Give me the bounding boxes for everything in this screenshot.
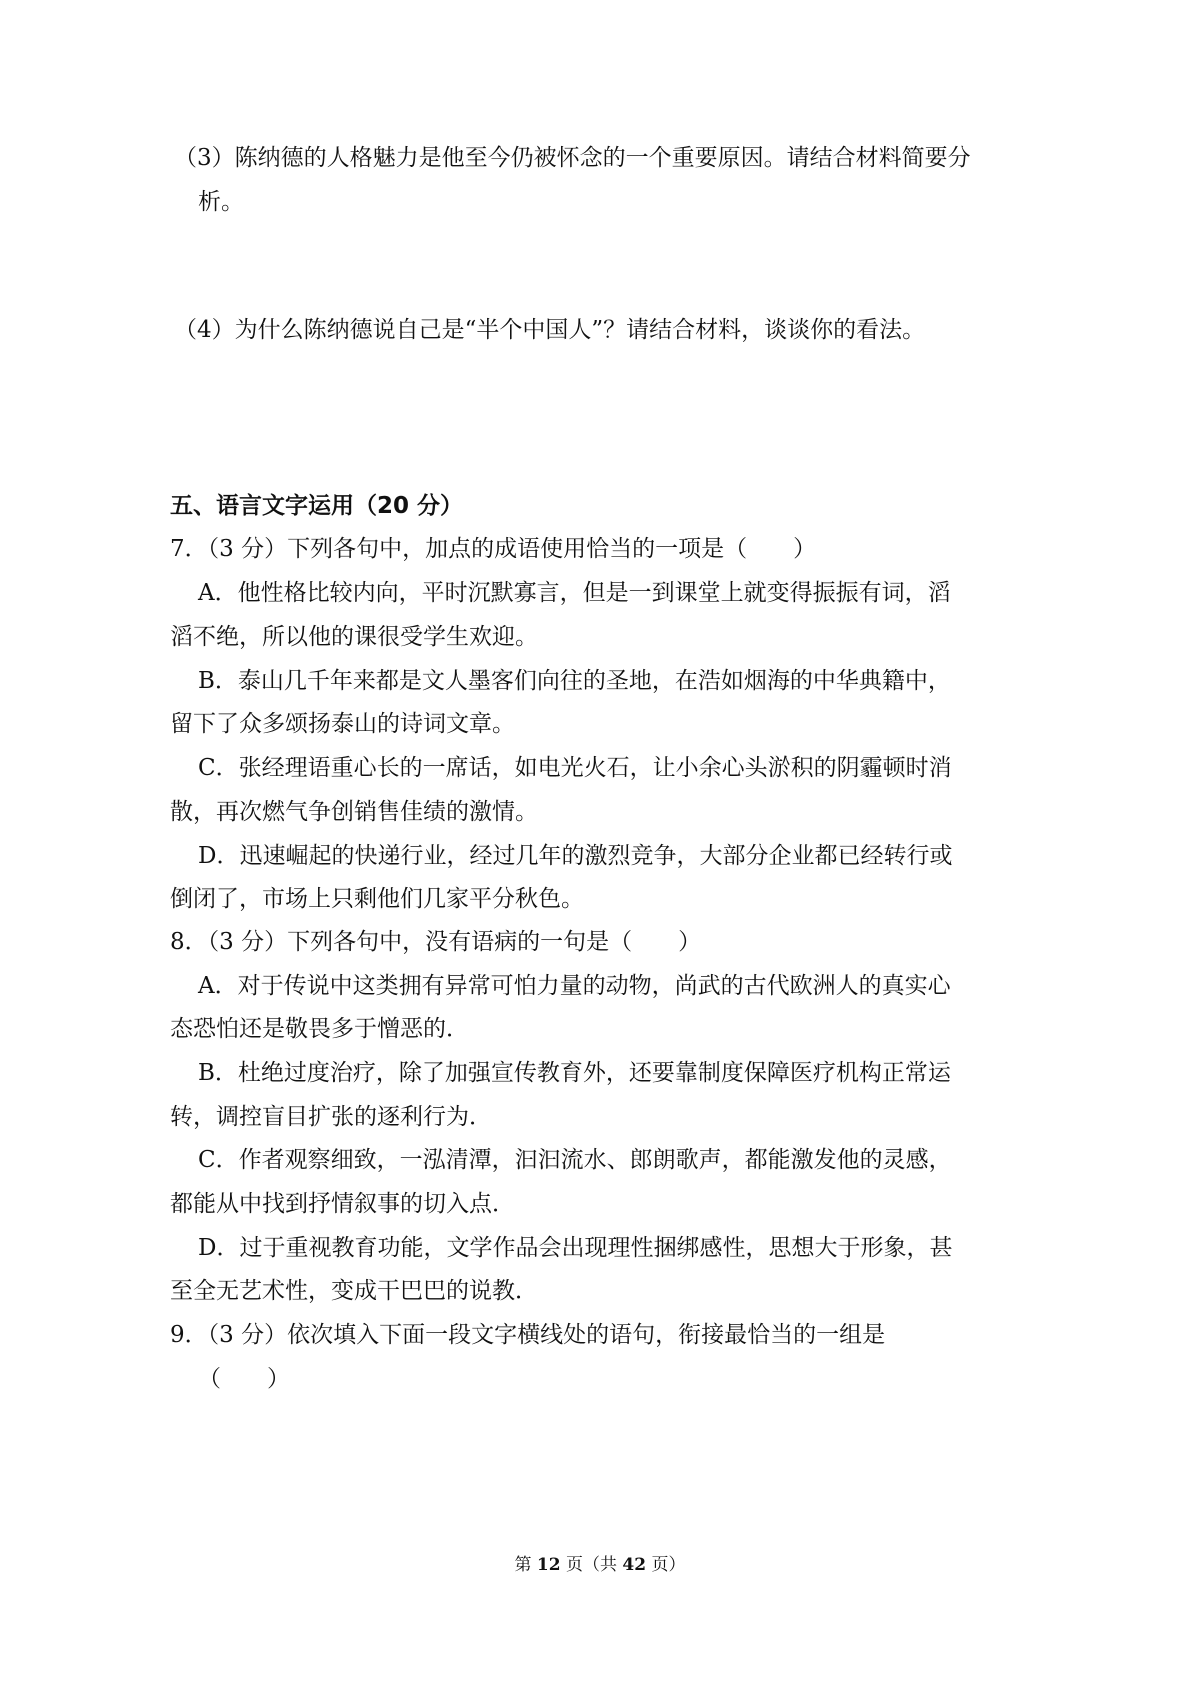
q8-option-d-line-1: D．过于重视教育功能，文学作品会出现理性捆绑感性，思想大于形象，甚 — [198, 1235, 953, 1261]
q7-option-a-line-1: A．他性格比较内向，平时沉默寡言，但是一到课堂上就变得振振有词，滔 — [198, 580, 951, 606]
footer-page-number: 12 — [536, 1555, 561, 1575]
footer-total-pages: 42 — [622, 1555, 647, 1575]
q8-option-c-line-1: C．作者观察细致，一泓清潭，汩汩流水、郎朗歌声，都能激发他的灵感， — [198, 1147, 952, 1173]
q7-option-d-line-2: 倒闭了，市场上只剩他们几家平分秋色。 — [170, 886, 584, 912]
q7-option-b-line-2: 留下了众多颂扬泰山的诗词文章。 — [170, 711, 515, 737]
footer-suffix: 页） — [646, 1555, 686, 1575]
q7-stem: 7．（3 分）下列各句中，加点的成语使用恰当的一项是（ ） — [170, 536, 817, 562]
q8-option-a-line-1: A．对于传说中这类拥有异常可怕力量的动物，尚武的古代欧洲人的真实心 — [198, 973, 951, 999]
q3-line-1: （3）陈纳德的人格魅力是他至今仍被怀念的一个重要原因。请结合材料简要分 — [174, 145, 971, 171]
q4-line-1: （4）为什么陈纳德说自己是“半个中国人”？请结合材料，谈谈你的看法。 — [174, 317, 926, 343]
q9-stem: 9．（3 分）依次填入下面一段文字横线处的语句，衔接最恰当的一组是 — [170, 1322, 886, 1348]
footer-prefix: 第 — [514, 1555, 537, 1575]
q8-option-b-line-1: B．杜绝过度治疗，除了加强宣传教育外，还要靠制度保障医疗机构正常运 — [198, 1060, 951, 1086]
q8-option-c-line-2: 都能从中找到抒情叙事的切入点． — [170, 1191, 515, 1217]
q7-option-b-line-1: B．泰山几千年来都是文人墨客们向往的圣地，在浩如烟海的中华典籍中， — [198, 668, 951, 694]
q9-answer-paren: （ ） — [198, 1366, 290, 1392]
q7-option-c-line-1: C．张经理语重心长的一席话，如电光火石，让小余心头淤积的阴霾顿时消 — [198, 755, 952, 781]
q8-option-a-line-2: 态恐怕还是敬畏多于憎恶的． — [170, 1016, 469, 1042]
q8-option-b-line-2: 转，调控盲目扩张的逐利行为． — [170, 1104, 492, 1130]
q7-option-a-line-2: 滔不绝，所以他的课很受学生欢迎。 — [170, 624, 538, 650]
q3-line-2: 析。 — [198, 189, 244, 215]
q7-option-d-line-1: D．迅速崛起的快递行业，经过几年的激烈竞争，大部分企业都已经转行或 — [198, 843, 953, 869]
page-footer — [0, 1550, 1200, 1575]
q8-option-d-line-2: 至全无艺术性，变成干巴巴的说教． — [170, 1278, 538, 1304]
section-5-title: 五、语言文字运用（20 分） — [170, 493, 464, 519]
q7-option-c-line-2: 散，再次燃气争创销售佳绩的激情。 — [170, 799, 538, 825]
q8-stem: 8．（3 分）下列各句中，没有语病的一句是（ ） — [170, 929, 702, 955]
footer-middle: 页（共 — [560, 1555, 623, 1575]
